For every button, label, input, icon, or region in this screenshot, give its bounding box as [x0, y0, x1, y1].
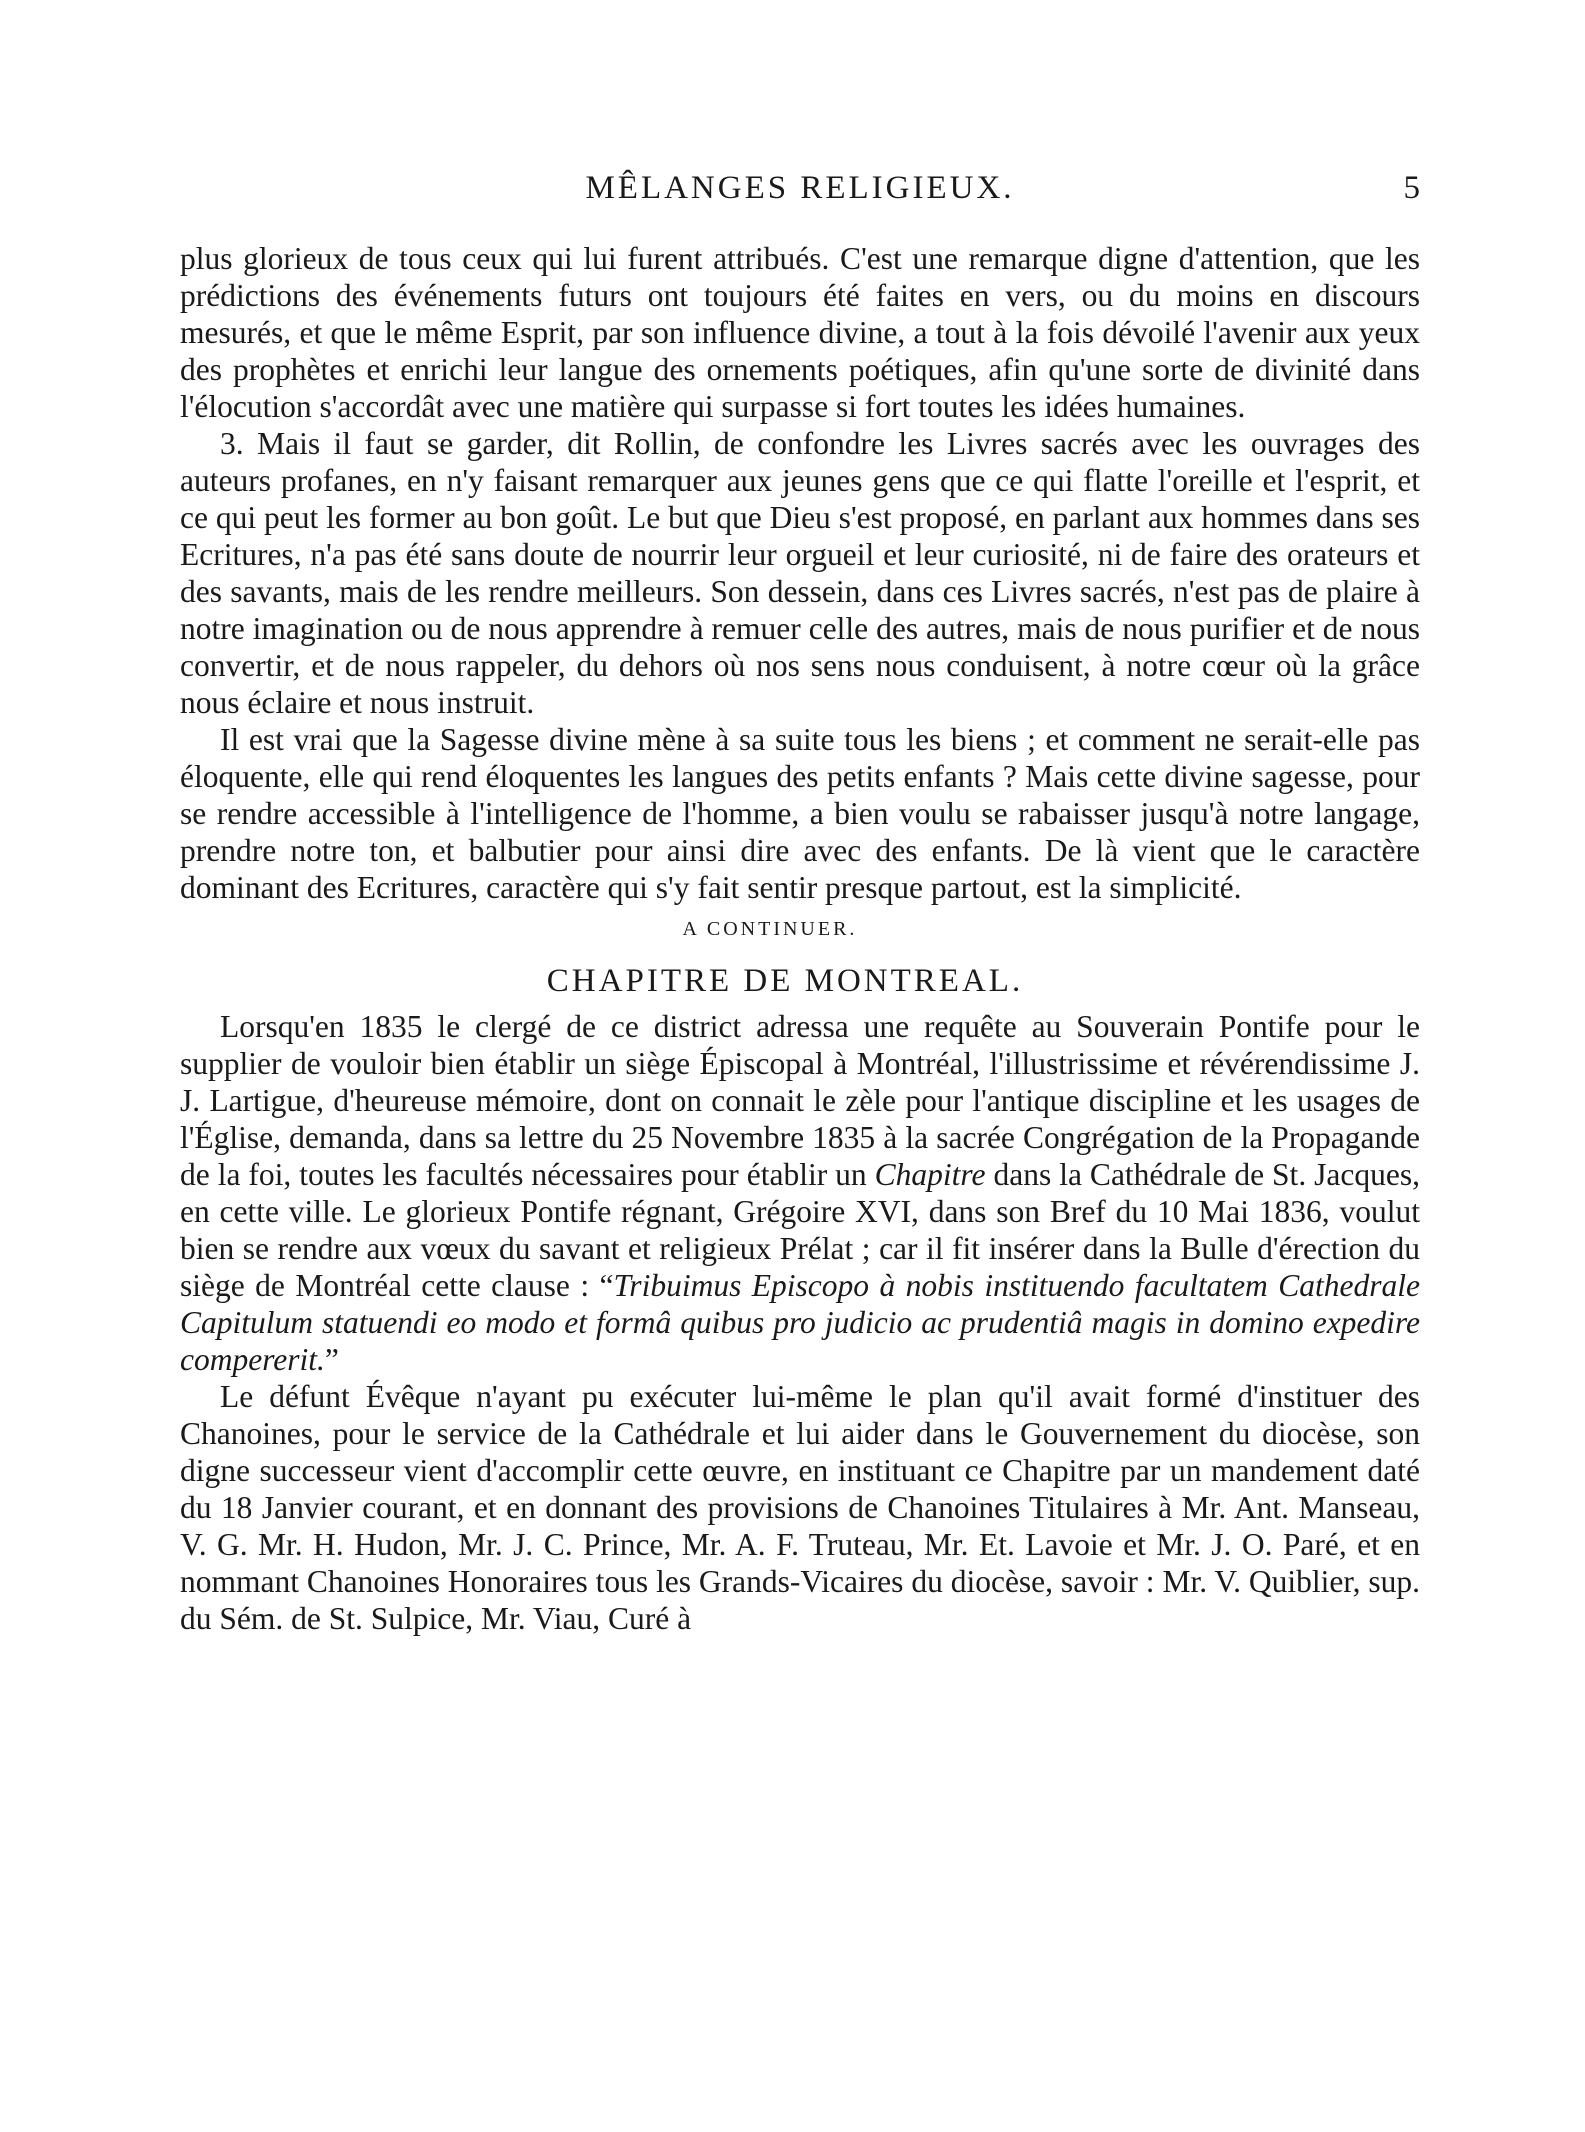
article2-paragraph-1	[180, 1008, 1420, 1378]
running-head	[180, 170, 1420, 230]
latin-quotation: Tribuimus Episcopo à nobis instituendo facultatem Cathedrale Capitulum statuendi eo modo et formâ quibus pro judicio ac prudentiâ magis in domino expedire compererit.	[180, 1268, 1420, 1377]
section-title: CHAPITRE DE MONTREAL.	[546, 963, 1024, 999]
article1-paragraph-3: Il est vrai que la Sagesse divine mène à sa suite tous les biens ; et comment ne serait-elle pas éloquente, elle qui rend éloquentes les langues des petits enfants ? Mais cette divine sagesse, pour se rendre accessible à l'intelligence de l'homme, a bien voulu se rabaisser jusqu'à notre langage, prendre notre ton, et balbutier pour ainsi dire avec des enfants. De là vient que le caractère dominant des Ecritures, caractère qui s'y fait sentir presque partout, est la simplicité.	[180, 722, 1420, 905]
article2-paragraph-1-text-a: Lorsqu'en 1835 le clergé de ce district adressa une requête au Souverain Pontife pour le supplier de vouloir bien établir un siège Épiscopal à Montréal, l'illustrissime et révérendissime J. J. Lartigue, d'heureuse mémoire, dont on connait le zèle pour l'antique discipline et les usages de l'Église, demanda, dans sa lettre du 25 Novembre 1835 à la sacrée Congrégation de la Propagande de la foi, toutes les facultés nécessaires pour établir un	[180, 1009, 1420, 1192]
chapitre-italic: Chapitre	[874, 1157, 986, 1192]
closing-quote-mark: ”	[324, 1342, 339, 1377]
to-be-continued-note: A CONTINUER.	[682, 918, 858, 940]
article1-paragraph-1: plus glorieux de tous ceux qui lui furent attribués. C'est une remarque digne d'attention, que les prédictions des événements futurs ont toujours été faites en vers, ou du moins en discours mesurés, et que le même Esprit, par son influence divine, a tout à la fois dévoilé l'avenir aux yeux des prophètes et enrichi leur langue des ornements poétiques, afin qu'une sorte de divinité dans l'élocution s'accordât avec une matière qui surpasse si fort toutes les idées humaines.	[180, 241, 1420, 424]
article2-paragraph-2: Le défunt Évêque n'ayant pu exécuter lui-même le plan qu'il avait formé d'instituer des Chanoines, pour le service de la Cathédrale et lui aider dans le Gouvernement du diocèse, son digne successeur vient d'accomplir cette œuvre, en instituant ce Chapitre par un mandement daté du 18 Janvier courant, et en donnant des provisions de Chanoines Titulaires à Mr. Ant. Manseau, V. G. Mr. H. Hudon, Mr. J. C. Prince, Mr. A. F. Truteau, Mr. Et. Lavoie et Mr. J. O. Paré, et en nommant Chanoines Honoraires tous les Grands-Vicaires du diocèse, savoir : Mr. V. Quiblier, sup. du Sém. de St. Sulpice, Mr. Viau, Curé à	[180, 1379, 1420, 1636]
article1-paragraph-2: 3. Mais il faut se garder, dit Rollin, de confondre les Livres sacrés avec les ouvrages des auteurs profanes, en n'y faisant remarquer aux jeunes gens que ce qui flatte l'oreille et l'esprit, et ce qui peut les former au bon goût. Le but que Dieu s'est proposé, en parlant aux hommes dans ses Ecritures, n'a pas été sans doute de nourrir leur orgueil et leur curiosité, ni de faire des orateurs et des savants, mais de les rendre meilleurs. Son dessein, dans ces Livres sacrés, n'est pas de plaire à notre imagination ou de nous apprendre à remuer celle des autres, mais de nous purifier et de nous convertir, et de nous rappeler, du dehors où nos sens nous conduisent, à notre cœur où la grâce nous éclaire et nous instruit.	[180, 426, 1420, 720]
book-page	[180, 170, 1420, 1637]
page-number: 5	[1403, 170, 1420, 206]
article2-paragraph-1-text-b: dans la Cathédrale de St. Jacques, en cette ville. Le glorieux Pontife régnant, Grégoire XVI, dans son Bref du 10 Mai 1836, voulut bien se rendre aux vœux du savant et religieux Prélat ; car il fit insérer dans la Bulle d'érection du siège de Montréal cette clause : “	[180, 1157, 1421, 1303]
running-title: MÊLANGES RELIGIEUX.	[585, 170, 1015, 206]
